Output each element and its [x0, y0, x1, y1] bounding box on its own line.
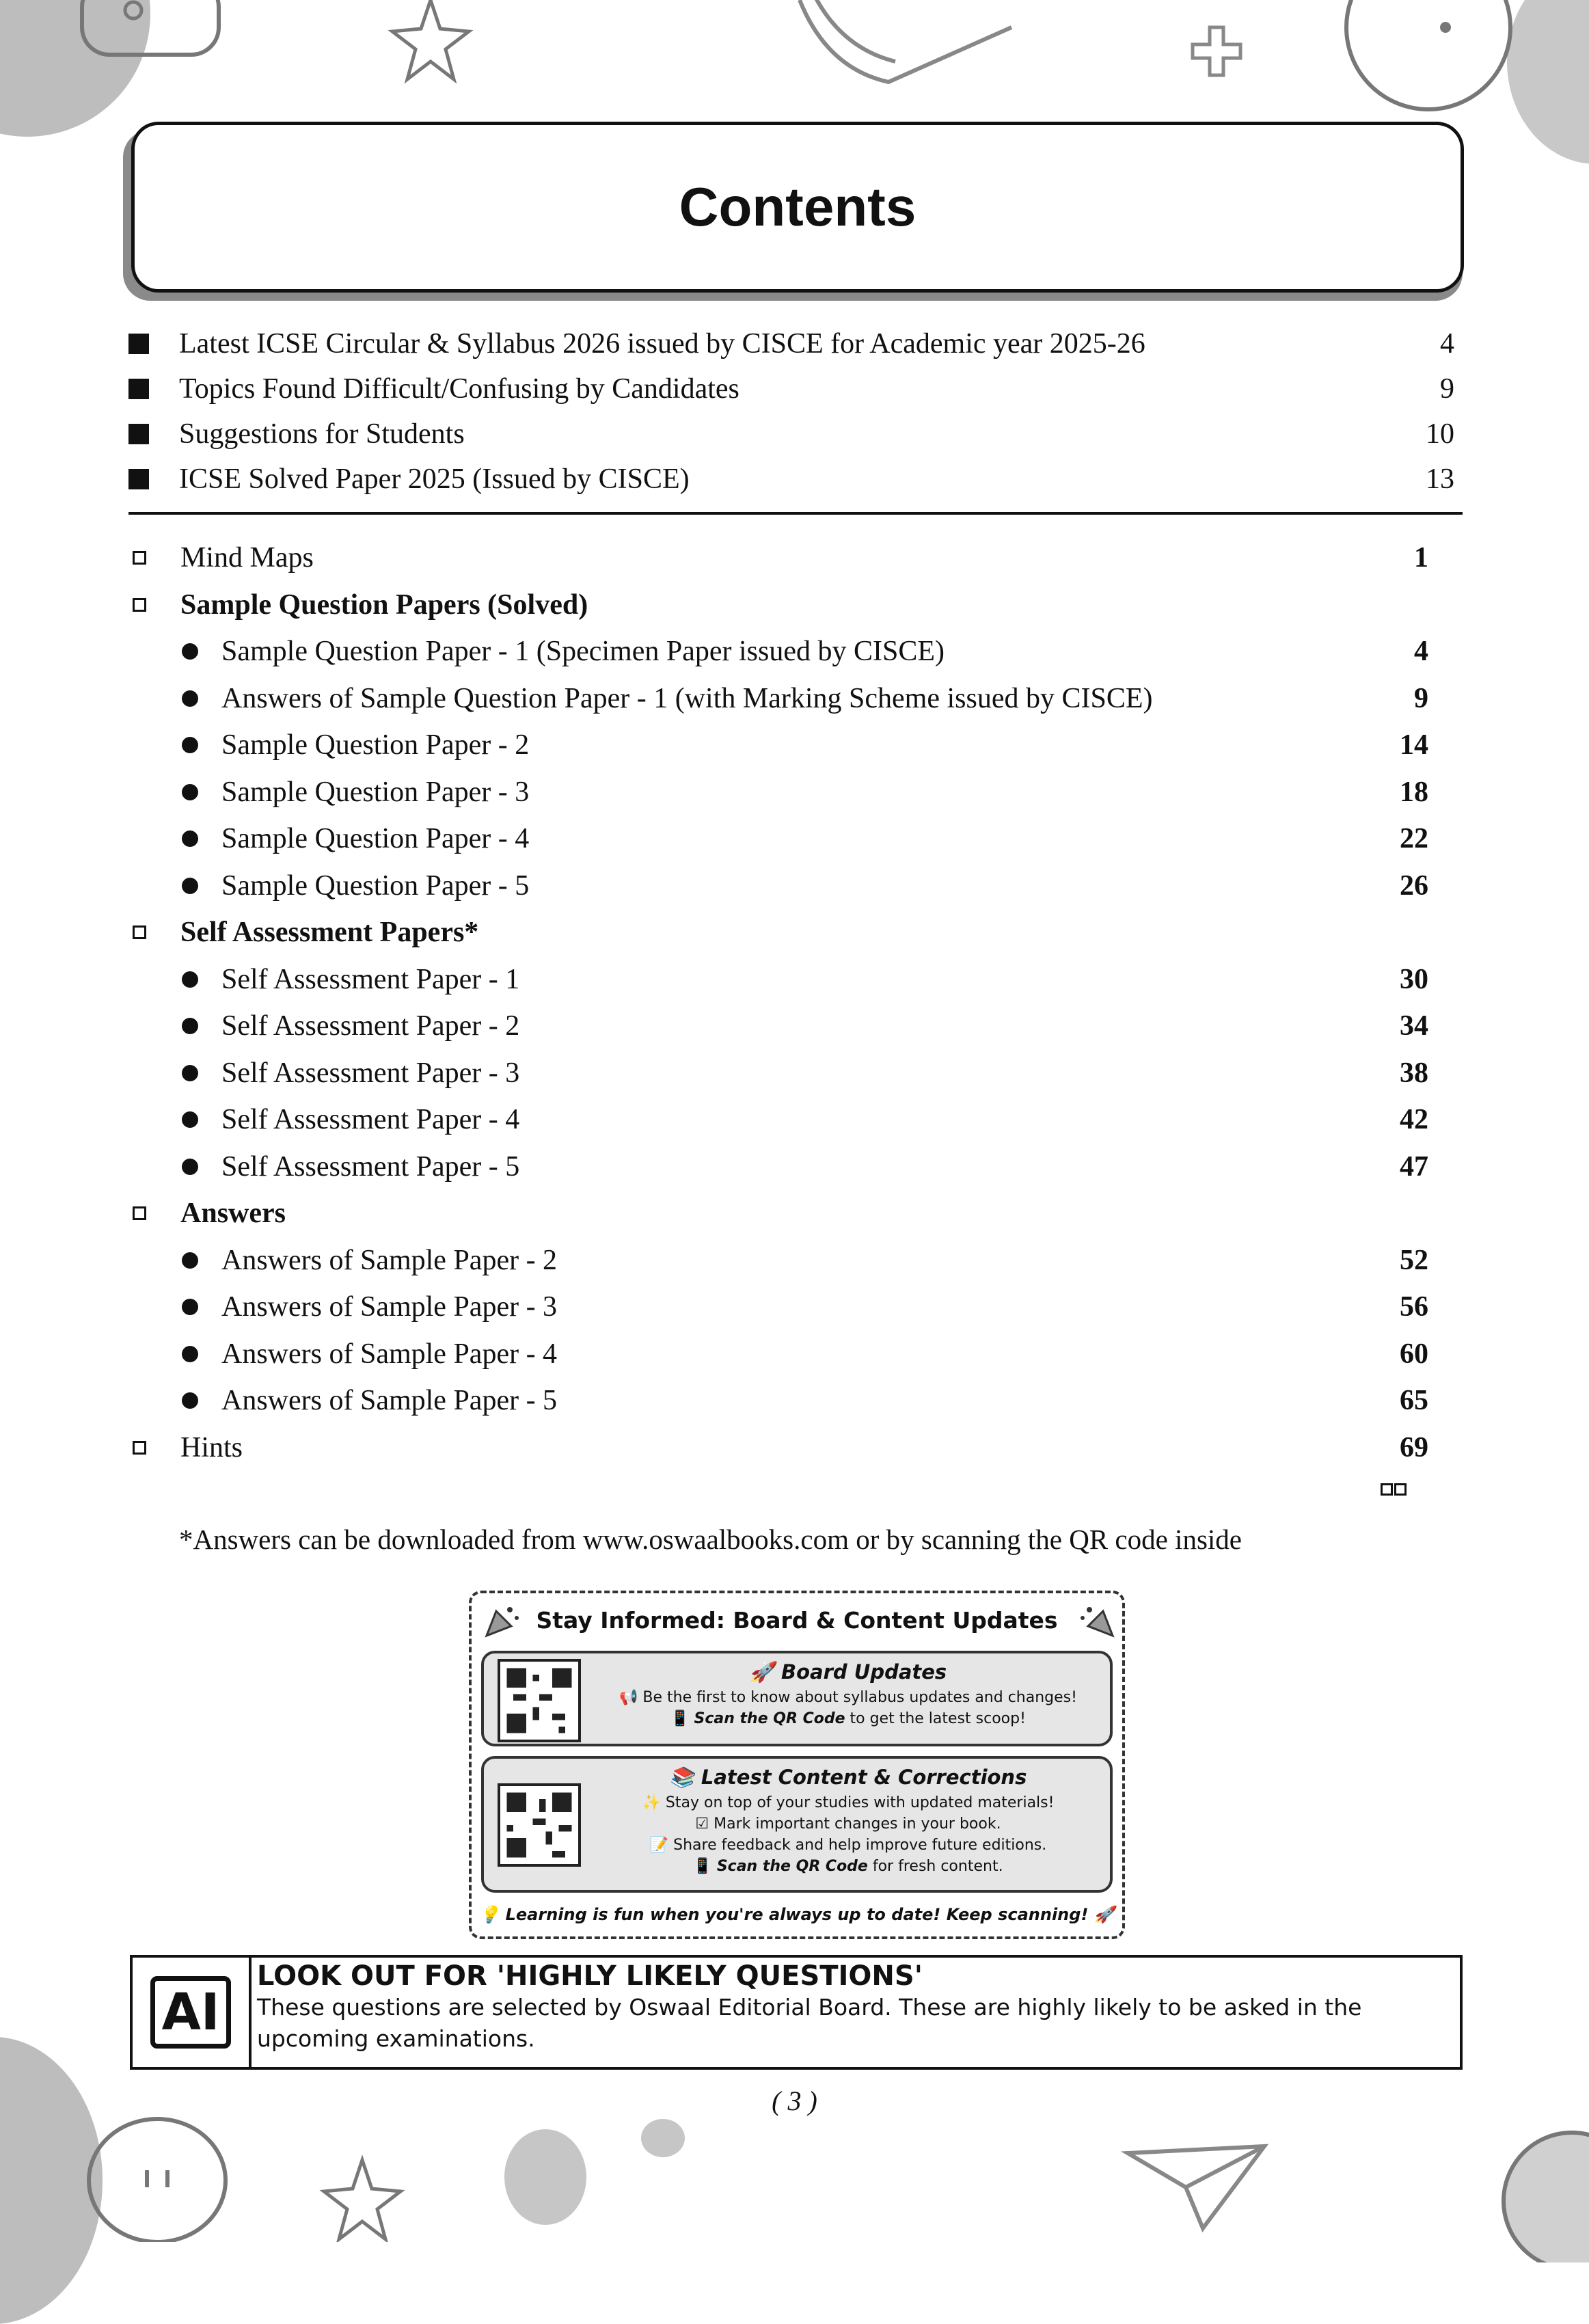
item-label: Hints [180, 1431, 243, 1463]
checkbox-icon: ☑ [695, 1815, 714, 1833]
latest-content-content [593, 1766, 1103, 1877]
round-bullet-icon [182, 1392, 198, 1409]
phone-icon: 📱 [693, 1858, 717, 1875]
round-bullet-icon [182, 643, 198, 660]
list-item-hints [130, 1424, 1428, 1472]
paper-plane-doodle-icon [1121, 2139, 1271, 2235]
latest-content-panel [481, 1756, 1113, 1893]
page-number: 4 [1440, 328, 1454, 360]
latest-content-line: ☑ Mark important changes in your book. [695, 1815, 1001, 1833]
section-label: Self Assessment Papers* [180, 917, 479, 949]
list-item [130, 1331, 1428, 1378]
round-bullet-icon [182, 1065, 198, 1081]
square-bullet-icon [128, 424, 149, 444]
round-bullet-icon [182, 1299, 198, 1315]
page-title: Contents [679, 176, 916, 237]
page-number: 47 [1400, 1150, 1428, 1183]
list-item [130, 815, 1428, 863]
page-number-footer: ( 3 ) [772, 2085, 817, 2116]
page-number: 13 [1426, 463, 1454, 495]
list-item [130, 1050, 1428, 1097]
ai-logo-icon: AI [133, 1958, 252, 2067]
hollow-square-bullet-icon [133, 925, 146, 939]
section-divider [128, 512, 1463, 515]
page-number: 56 [1400, 1291, 1428, 1323]
hollow-square-bullet-icon [133, 1206, 146, 1220]
item-label: Latest ICSE Circular & Syllabus 2026 issued by CISCE for Academic year 2025-26 [179, 328, 1145, 360]
item-label: Answers of Sample Paper - 2 [221, 1244, 558, 1276]
board-updates-content [593, 1660, 1103, 1729]
list-item [130, 769, 1428, 816]
highly-likely-questions-box [130, 1955, 1463, 2070]
page-number: 22 [1400, 823, 1428, 855]
item-label: ICSE Solved Paper 2025 (Issued by CISCE) [179, 463, 690, 495]
decor-blob-top-right [1507, 0, 1589, 164]
page-number: 34 [1400, 1010, 1428, 1042]
item-label: Sample Question Paper - 4 [221, 823, 530, 855]
section-heading-self-assessment [130, 909, 1428, 956]
list-item [130, 863, 1428, 910]
latest-content-heading: 📚 Latest Content & Corrections [669, 1766, 1027, 1789]
round-bullet-icon [182, 1159, 198, 1175]
round-bullet-icon [182, 784, 198, 800]
page-number: 69 [1400, 1431, 1428, 1463]
page-number: 52 [1400, 1244, 1428, 1276]
round-bullet-icon [182, 830, 198, 847]
square-bullet-icon [128, 334, 149, 354]
memo-icon: 📝 [649, 1837, 674, 1854]
latest-content-line: ✨ Stay on top of your studies with updated materials! [642, 1794, 1055, 1811]
round-bullet-icon [182, 971, 198, 988]
plus-doodle-icon [1186, 21, 1247, 82]
preliminary-contents-list [128, 321, 1454, 502]
list-item [130, 675, 1428, 722]
board-updates-line: 📢 Be the first to know about syllabus updates and changes! [619, 1689, 1077, 1706]
list-item [130, 1144, 1428, 1191]
page-number: 10 [1426, 418, 1454, 450]
latest-content-line: 📝 Share feedback and help improve future editions. [649, 1837, 1047, 1854]
list-item [130, 628, 1428, 675]
board-updates-line: 📱 Scan the QR Code to get the latest scoop! [670, 1710, 1026, 1727]
list-item [130, 1003, 1428, 1050]
item-label: Topics Found Difficult/Confusing by Candidates [179, 373, 739, 405]
hollow-square-bullet-icon [133, 598, 146, 612]
hollow-square-bullet-icon [133, 551, 146, 565]
page-number: 14 [1400, 729, 1428, 761]
list-item [128, 411, 1454, 457]
round-bullet-icon [182, 878, 198, 894]
item-label: Self Assessment Paper - 4 [221, 1104, 520, 1136]
item-label: Sample Question Paper - 2 [221, 729, 530, 761]
decor-blob-bottom-small [641, 2119, 685, 2157]
round-bullet-icon [182, 1111, 198, 1128]
round-bullet-icon [182, 737, 198, 753]
page-number: 30 [1400, 963, 1428, 995]
highly-likely-description: These questions are selected by Oswaal Editorial Board. These are highly likely to be asked in the upcoming examinations. [257, 1994, 1362, 2052]
board-updates-heading: 🚀 Board Updates [749, 1660, 947, 1684]
page-number: 4 [1414, 636, 1428, 668]
pencil-doodle-icon [786, 0, 1032, 103]
section-heading-answers [130, 1190, 1428, 1237]
phone-icon: 📱 [670, 1710, 694, 1727]
decor-blob-bottom-center [504, 2129, 586, 2225]
rocket-icon: 🚀 [749, 1660, 782, 1684]
list-item-mind-maps [130, 535, 1428, 582]
item-label: Answers of Sample Paper - 3 [221, 1291, 558, 1323]
lightbulb-icon: 💡 [479, 1905, 506, 1924]
page-number: 26 [1400, 869, 1428, 902]
list-item [130, 956, 1428, 1003]
sparkles-icon: ✨ [642, 1794, 666, 1811]
item-label: Answers of Sample Question Paper - 1 (with Marking Scheme issued by CISCE) [221, 682, 1153, 714]
page-number: 18 [1400, 776, 1428, 808]
face-doodle-bottom-icon [82, 2105, 232, 2242]
list-item [130, 1377, 1428, 1424]
list-item [130, 722, 1428, 769]
item-label: Answers of Sample Paper - 5 [221, 1385, 558, 1417]
square-bullet-icon [128, 379, 149, 399]
section-label: Answers [180, 1198, 286, 1230]
robot-doodle-icon [68, 0, 232, 68]
round-bullet-icon [182, 1252, 198, 1269]
updates-box-title: Stay Informed: Board & Content Updates [536, 1607, 1058, 1634]
books-icon: 📚 [669, 1766, 701, 1789]
list-item [128, 321, 1454, 366]
list-item [128, 366, 1454, 411]
page-number: 1 [1414, 542, 1428, 574]
qr-code-icon[interactable] [498, 1659, 581, 1742]
list-item [130, 1237, 1428, 1284]
face-doodle-bottom-right-icon [1497, 2126, 1589, 2262]
main-contents-list [130, 535, 1428, 1471]
highly-likely-heading: LOOK OUT FOR 'HIGHLY LIKELY QUESTIONS' [257, 1960, 923, 1992]
page-number: 38 [1400, 1057, 1428, 1089]
page-number: 9 [1414, 682, 1428, 714]
page-number: 65 [1400, 1385, 1428, 1417]
rocket-icon: 🚀 [1088, 1905, 1115, 1924]
star-doodle-icon [383, 0, 478, 89]
item-label: Self Assessment Paper - 3 [221, 1057, 520, 1089]
item-label: Sample Question Paper - 3 [221, 776, 530, 808]
list-item [130, 1284, 1428, 1331]
megaphone-icon: 📢 [619, 1689, 643, 1706]
list-item [128, 457, 1454, 502]
square-bullet-icon [128, 469, 149, 489]
list-item [130, 1096, 1428, 1144]
page-number: 60 [1400, 1338, 1428, 1370]
title-box [131, 122, 1464, 293]
highly-likely-text [257, 1960, 1456, 2055]
round-bullet-icon [182, 1346, 198, 1362]
item-label: Answers of Sample Paper - 4 [221, 1338, 558, 1370]
section-label: Sample Question Papers (Solved) [180, 589, 588, 621]
item-label: Self Assessment Paper - 1 [221, 963, 520, 995]
item-label: Self Assessment Paper - 2 [221, 1010, 520, 1042]
page-number: 42 [1400, 1104, 1428, 1136]
latest-content-line: 📱 Scan the QR Code for fresh content. [693, 1858, 1003, 1875]
section-heading-sample-papers [130, 582, 1428, 629]
round-bullet-icon [182, 1018, 198, 1034]
board-updates-panel [481, 1651, 1113, 1746]
hollow-square-bullet-icon [133, 1441, 146, 1455]
item-label: Mind Maps [180, 542, 314, 574]
qr-code-icon[interactable] [498, 1783, 581, 1867]
answers-footnote: *Answers can be downloaded from www.oswaalbooks.com or by scanning the QR code inside [179, 1524, 1242, 1555]
item-label: Sample Question Paper - 5 [221, 869, 530, 902]
end-mark-icon [1381, 1483, 1407, 1496]
item-label: Self Assessment Paper - 5 [221, 1150, 520, 1183]
face-doodle-icon [1340, 0, 1517, 123]
star-doodle-bottom-icon [314, 2153, 410, 2242]
updates-box-footer: 💡 Learning is fun when you're always up to date! Keep scanning! 🚀 [479, 1905, 1115, 1924]
item-label: Suggestions for Students [179, 418, 465, 450]
round-bullet-icon [182, 690, 198, 707]
item-label: Sample Question Paper - 1 (Specimen Paper issued by CISCE) [221, 636, 945, 668]
updates-info-box [469, 1591, 1125, 1939]
page-number: 9 [1440, 373, 1454, 405]
